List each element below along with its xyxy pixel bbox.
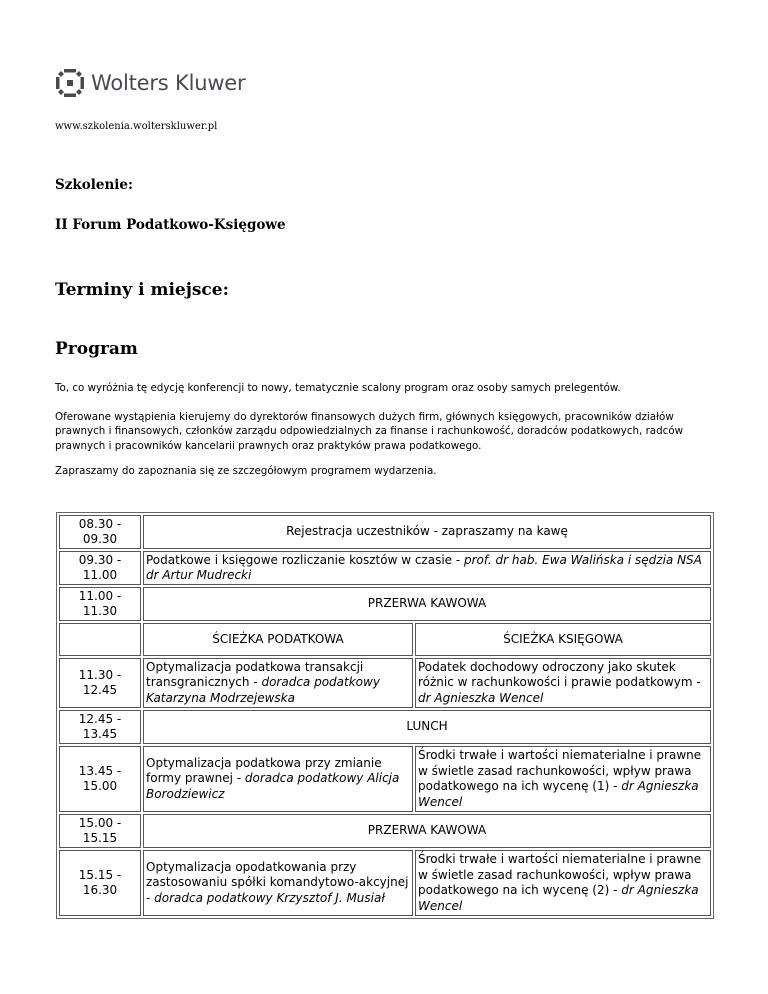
- session-speaker: doradca podatkowy Krzysztof J. Musiał: [154, 890, 385, 905]
- table-row: [59, 658, 711, 708]
- break-cell: PRZERWA KAWOWA: [143, 587, 711, 621]
- brand-logo[interactable]: [55, 66, 245, 100]
- session-cell: Rejestracja uczestników - zapraszamy na kawę: [143, 515, 711, 549]
- program-intro-paragraph: To, co wyróżnia tę edycję konferencji to nowy, tematycznie scalony program oraz osoby samych prelegentów.: [55, 382, 621, 394]
- training-title: II Forum Podatkowo-Księgowe: [55, 217, 286, 233]
- session-speaker: - dr Agnieszka Wencel: [418, 779, 699, 809]
- time-cell: 13.45 - 15.00: [59, 746, 141, 812]
- table-row: [59, 814, 711, 848]
- time-cell: 15.15 - 16.30: [59, 850, 141, 916]
- accounting-session-cell: [415, 658, 711, 708]
- session-speaker: prof. dr hab. Ewa Walińska i sędzia NSA dr Artur Mudrecki: [146, 552, 702, 582]
- session-title: Podatkowe i księgowe rozliczanie kosztów w czasie -: [146, 552, 464, 567]
- table-row: [59, 551, 711, 585]
- accounting-session-cell: [415, 850, 711, 916]
- time-cell: 12.45 - 13.45: [59, 710, 141, 744]
- wolters-kluwer-logo-icon: [55, 68, 85, 98]
- time-cell: 15.00 - 15.15: [59, 814, 141, 848]
- tax-session-cell: [143, 746, 413, 812]
- session-title: Podatek dochodowy odroczony jako skutek różnic w rachunkowości i prawie podatkowym: [418, 659, 697, 690]
- session-speaker: - dr Agnieszka Wencel: [418, 675, 701, 705]
- session-speaker: - dr Agnieszka Wencel: [418, 883, 699, 913]
- break-cell: PRZERWA KAWOWA: [143, 814, 711, 848]
- session-title: Optymalizacja podatkowa przy zmianie formy prawnej -: [146, 755, 382, 786]
- time-cell: 08.30 - 09.30: [59, 515, 141, 549]
- track-header-tax: ŚCIEŻKA PODATKOWA: [143, 623, 413, 656]
- schedule-table: [56, 512, 714, 919]
- break-cell: LUNCH: [143, 710, 711, 744]
- session-title: Optymalizacja podatkowa transakcji transgranicznych -: [146, 659, 364, 690]
- session-title: Optymalizacja opodatkowania przy zastosowaniu spółki komandytowo-akcyjnej -: [146, 859, 409, 905]
- time-cell: 09.30 - 11.00: [59, 551, 141, 585]
- accounting-session-cell: [415, 746, 711, 812]
- track-header-accounting: ŚCIEŻKA KSIĘGOWA: [415, 623, 711, 656]
- time-cell: 11.00 - 11.30: [59, 587, 141, 621]
- website-url[interactable]: www.szkolenia.wolterskluwer.pl: [55, 121, 218, 132]
- session-title: Środki trwałe i wartości niematerialne i prawne w świetle zasad rachunkowości, wpływ prawa podatkowego na ich wycenę (1): [418, 748, 702, 793]
- session-speaker: doradca podatkowy Alicja Borodziewicz: [146, 771, 400, 801]
- training-label: Szkolenie:: [55, 177, 134, 193]
- time-cell: 11.30 - 12.45: [59, 658, 141, 708]
- session-title: Środki trwałe i wartości niematerialne i prawne w świetle zasad rachunkowości, wpływ prawa podatkowego na ich wycenę (2): [418, 852, 702, 897]
- empty-time-cell: [59, 623, 141, 656]
- program-invite-paragraph: Zapraszamy do zapoznania się ze szczegółowym programem wydarzenia.: [55, 465, 437, 477]
- table-row: [59, 515, 711, 549]
- table-row: [59, 623, 711, 656]
- session-cell: [143, 551, 711, 585]
- tax-session-cell: [143, 658, 413, 708]
- table-row: [59, 850, 711, 916]
- table-row: [59, 710, 711, 744]
- program-heading: Program: [55, 339, 138, 359]
- table-row: [59, 587, 711, 621]
- session-speaker: doradca podatkowy Katarzyna Modrzejewska: [146, 675, 380, 705]
- brand-name: Wolters Kluwer: [91, 71, 246, 95]
- tax-session-cell: [143, 850, 413, 916]
- terms-heading: Terminy i miejsce:: [55, 280, 229, 300]
- table-row: [59, 746, 711, 812]
- program-audience-paragraph: Oferowane wystąpienia kierujemy do dyrektorów finansowych dużych firm, głównych księgowych, pracowników działów prawnych i finansowych, członków zarządu odpowiedzialnych za finanse i rachunkowość, doradców podatkowych, radców prawnych i pracowników kancelarii prawnych oraz praktyków prawa podatkowego.: [55, 411, 684, 452]
